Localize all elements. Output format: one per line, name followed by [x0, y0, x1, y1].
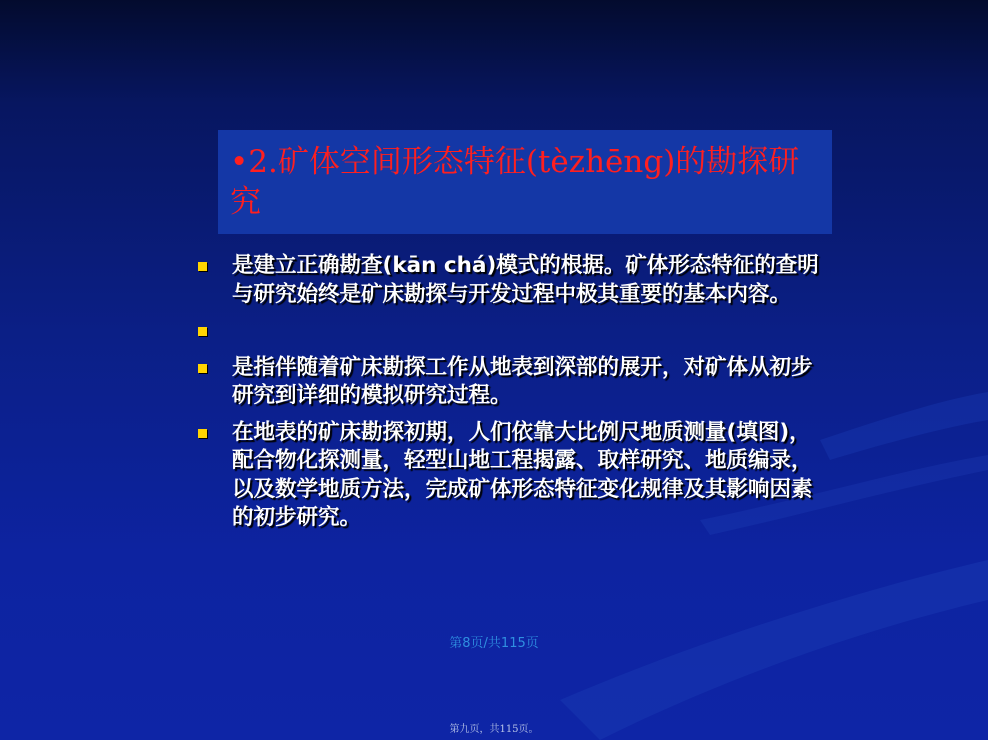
bullet-item-4 [196, 419, 820, 533]
bullet-text-3: 是指伴随着矿床勘探工作从地表到深部的展开，对矿体从初步研究到详细的模拟研究过程。 [232, 354, 813, 408]
bullet-item-3 [196, 354, 820, 411]
bullet-icon [198, 327, 207, 336]
title-box [218, 130, 832, 234]
slide-title: •2.矿体空间形态特征(tèzhēng)的勘探研究 [230, 144, 800, 220]
bullet-icon [198, 262, 207, 271]
bullet-item-1 [196, 252, 820, 309]
bullet-icon [198, 429, 207, 438]
bullet-list [196, 252, 820, 541]
bullet-item-2 [196, 317, 820, 346]
bullet-text-1: 是建立正确勘查(kān chá)模式的根据。矿体形态特征的查明与研究始终是矿床勘探与开发过程中极其重要的基本内容。 [232, 253, 819, 307]
footer-note: 第九页，共115页。 [449, 724, 539, 735]
bullet-text-4: 在地表的矿床勘探初期，人们依靠大比例尺地质测量(填图)，配合物化探测量，轻型山地工程揭露、取样研究、地质编录，以及数学地质方法，完成矿体形态特征变化规律及其影响因素的初步研究。 [232, 419, 813, 530]
page-indicator: 第8页/共115页 [449, 636, 539, 651]
bullet-icon [198, 364, 207, 373]
